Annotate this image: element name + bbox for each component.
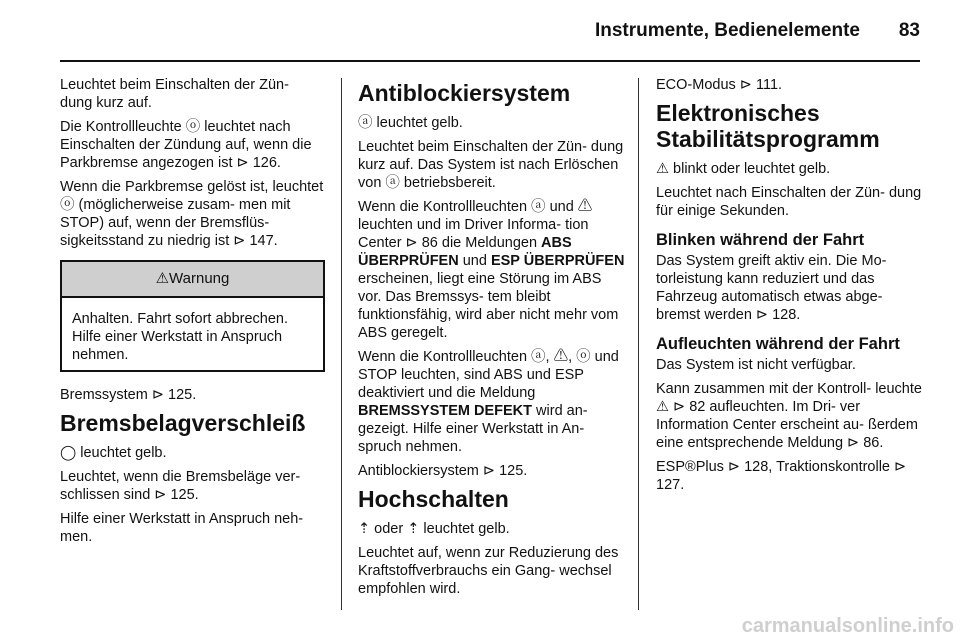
subheading-light: Aufleuchten während der Fahrt [656, 335, 900, 353]
column-3 [656, 76, 922, 500]
heading-brake-wear: Bremsbelagverschleiß [60, 410, 306, 436]
warning-title: ⚠Warnung [62, 262, 323, 298]
heading-abs: Antiblockiersystem [358, 80, 571, 106]
paragraph: ⇡ oder ⇡ leuchtet gelb. [358, 521, 510, 537]
section-title: Instrumente, Bedienelemente [594, 20, 860, 41]
column-divider-2 [638, 78, 639, 610]
text-run: Wenn die Kontrollleuchten ⓐ, ⚠, ⓞ und STOP leuchten, sind ABS und ESP deaktiviert und die Meldung [358, 349, 619, 401]
paragraph: Leuchtet beim Einschalten der Zün- dung kurz auf. [60, 77, 289, 111]
text-run: wird an- gezeigt. Hilfe einer Werkstatt in An- spruch nehmen. [358, 403, 588, 455]
paragraph: ◯ leuchtet gelb. [60, 445, 167, 461]
paragraph: ⚠ blinkt oder leuchtet gelb. [656, 161, 831, 177]
paragraph: Die Kontrollleuchte ⓞ leuchtet nach Einschalten der Zündung auf, wenn die Parkbremse angezogen ist ⊳ 126. [60, 119, 312, 171]
paragraph: Leuchtet auf, wenn zur Reduzierung des Kraftstoffverbrauchs ein Gang- wechsel empfohlen wird. [358, 545, 619, 597]
warning-box [60, 260, 325, 372]
paragraph: Leuchtet, wenn die Bremsbeläge ver- schlissen sind ⊳ 125. [60, 469, 301, 503]
heading-esp: Elektronisches Stabilitätsprogramm [656, 100, 880, 152]
paragraph: ECO-Modus ⊳ 111. [656, 77, 783, 93]
column-divider-1 [341, 78, 342, 610]
header-rule [60, 60, 920, 62]
message-esp: ESP ÜBERPRÜFEN [490, 253, 625, 269]
column-1 [60, 76, 325, 552]
text-run: und [458, 253, 491, 269]
paragraph: Antiblockiersystem ⊳ 125. [358, 463, 528, 479]
text-run: Wenn die Kontrollleuchten ⓐ und ⚠ leuchten und im Driver Informa- tion Center ⊳ 86 die Meldungen [358, 199, 593, 251]
watermark: carmanualsonline.info [741, 615, 954, 637]
column-2 [358, 76, 626, 604]
text-run: erscheinen, liegt eine Störung im ABS vor. Das Bremssys- tem bleibt funktionsfähig, wird aber nicht mehr vom ABS geregelt. [358, 271, 619, 341]
page-header [0, 0, 960, 62]
paragraph: ESP®Plus ⊳ 128, Traktionskontrolle ⊳ 127. [656, 459, 907, 493]
heading-upshift: Hochschalten [358, 486, 509, 512]
paragraph: Leuchtet nach Einschalten der Zün- dung für einige Sekunden. [656, 185, 922, 219]
paragraph: Bremssystem ⊳ 125. [60, 387, 197, 403]
paragraph [358, 348, 626, 456]
paragraph: Wenn die Parkbremse gelöst ist, leuchtet ⓞ (möglicherweise zusam- men mit STOP) auf, wenn der Bremsflüs- sigkeitsstand zu niedrig ist ⊳ 147. [60, 179, 324, 249]
page-number: 83 [898, 20, 920, 41]
paragraph: Hilfe einer Werkstatt in Anspruch neh- men. [60, 511, 304, 545]
paragraph: ⓐ leuchtet gelb. [358, 115, 463, 131]
message-brake-system: BREMSSYSTEM DEFEKT [358, 403, 533, 419]
paragraph [358, 198, 626, 342]
paragraph: Das System greift aktiv ein. Die Mo- torleistung kann reduziert und das Fahrzeug automatisch etwas abge- bremst werden ⊳ 128. [656, 253, 887, 323]
message-abs: ABS ÜBERPRÜFEN [358, 235, 572, 269]
paragraph: Das System ist nicht verfügbar. [656, 357, 856, 373]
subheading-blink: Blinken während der Fahrt [656, 231, 865, 249]
paragraph: Leuchtet beim Einschalten der Zün- dung kurz auf. Das System ist nach Erlöschen von ⓐ betriebsbereit. [358, 139, 624, 191]
warning-text: Anhalten. Fahrt sofort abbrechen. Hilfe einer Werkstatt in Anspruch nehmen. [72, 311, 289, 363]
paragraph: Kann zusammen mit der Kontroll- leuchte ⚠ ⊳ 82 aufleuchten. Im Dri- ver Information Center erscheint au- ßerdem eine entsprechende Meldung ⊳ 86. [656, 381, 922, 451]
